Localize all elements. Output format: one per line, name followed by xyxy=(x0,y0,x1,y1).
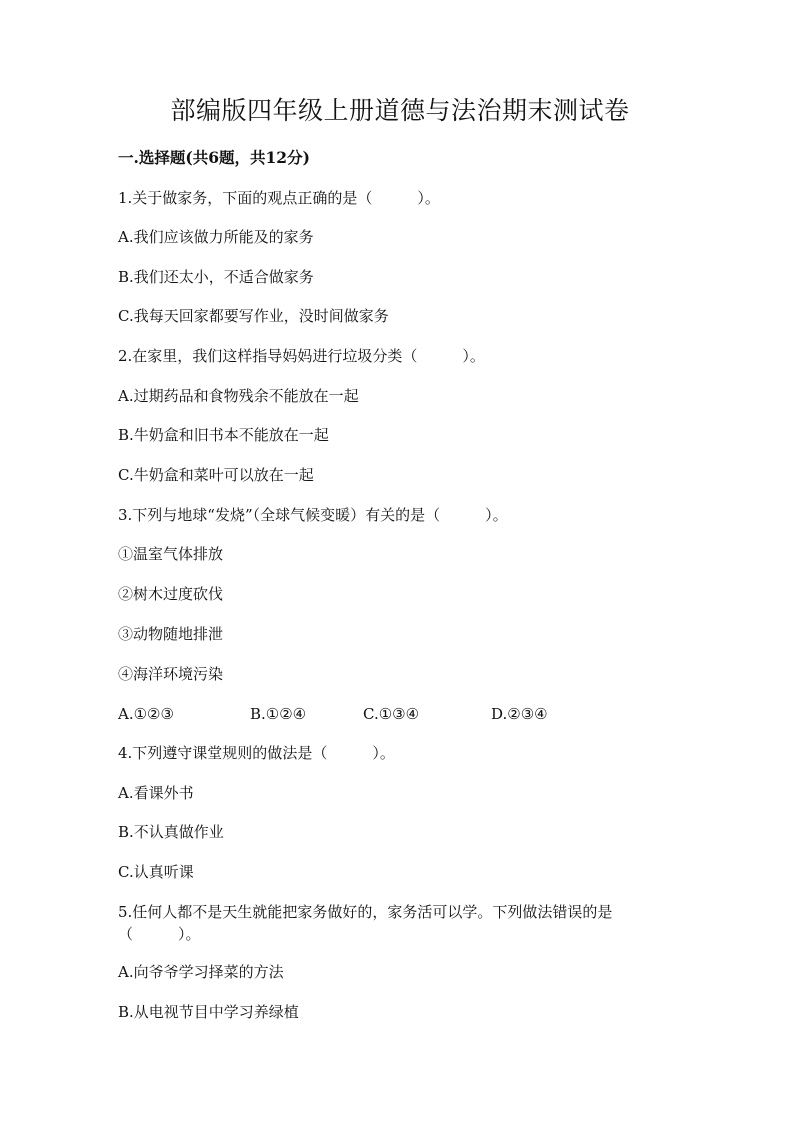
question-2-option-a: A.过期药品和食物残余不能放在一起 xyxy=(118,387,359,405)
question-3-option-c: C.①③④ xyxy=(363,705,420,723)
question-5-stem: 5.任何人都不是天生就能把家务做好的，家务活可以学。下列做法错误的是（ ）。 xyxy=(118,903,613,943)
question-1-option-a: A.我们应该做力所能及的家务 xyxy=(118,228,314,246)
question-4-stem: 4.下列遵守课堂规则的做法是（ ）。 xyxy=(118,744,395,762)
question-3-item-4: ④海洋环境污染 xyxy=(118,665,224,683)
question-5-option-a: A.向爷爷学习择菜的方法 xyxy=(118,963,284,981)
question-3-option-b: B.①②④ xyxy=(250,705,307,723)
question-2-option-b: B.牛奶盒和旧书本不能放在一起 xyxy=(118,426,329,444)
question-1-option-b: B.我们还太小，不适合做家务 xyxy=(118,268,314,286)
question-5-option-b: B.从电视节目中学习养绿植 xyxy=(118,1003,299,1021)
question-3-item-3: ③动物随地排泄 xyxy=(118,625,224,643)
question-3-option-d: D.②③④ xyxy=(491,705,548,723)
question-1-stem: 1.关于做家务，下面的观点正确的是（ ）。 xyxy=(118,189,440,207)
question-2-option-c: C.牛奶盒和菜叶可以放在一起 xyxy=(118,466,314,484)
question-3-item-2: ②树木过度砍伐 xyxy=(118,585,224,603)
question-4-option-a: A.看课外书 xyxy=(118,784,194,802)
section-heading: 一.选择题(共6题，共12分) xyxy=(118,148,310,167)
question-1-option-c: C.我每天回家都要写作业，没时间做家务 xyxy=(118,307,389,325)
question-3-option-a: A.①②③ xyxy=(118,705,174,723)
question-3-item-1: ①温室气体排放 xyxy=(118,545,224,563)
exam-title: 部编版四年级上册道德与法治期末测试卷 xyxy=(170,96,630,125)
question-3-stem: 3.下列与地球“发烧”（全球气候变暖）有关的是（ ）。 xyxy=(118,506,508,524)
question-4-option-c: C.认真听课 xyxy=(118,863,194,881)
question-4-option-b: B.不认真做作业 xyxy=(118,823,224,841)
question-2-stem: 2.在家里，我们这样指导妈妈进行垃圾分类（ ）。 xyxy=(118,347,485,365)
